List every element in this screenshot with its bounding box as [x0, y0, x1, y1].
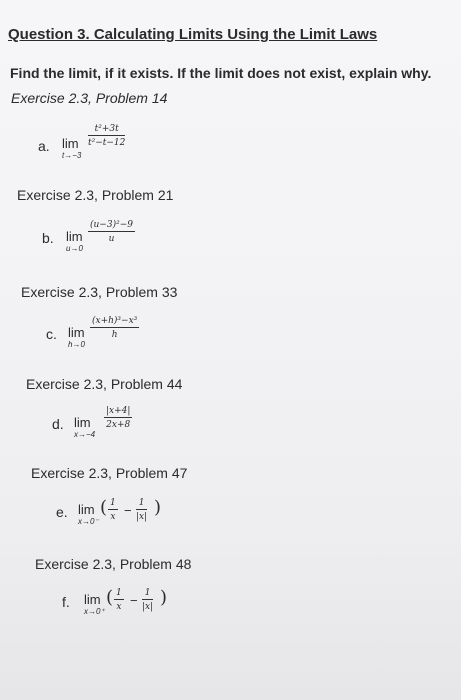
left-paren: ( [106, 587, 114, 608]
minus-sign: − [130, 593, 138, 608]
fraction [88, 124, 125, 148]
lim-approach: x→0⁺ [84, 607, 105, 616]
right-paren: ) [160, 587, 168, 608]
fraction [90, 316, 139, 340]
fraction-2 [136, 498, 147, 522]
right-paren: ) [154, 497, 162, 518]
denominator-2: |x| [136, 512, 148, 522]
denominator: t²−t−12 [88, 138, 126, 148]
exercise-label-33: Exercise 2.3, Problem 33 [21, 284, 178, 300]
exercise-label-14: Exercise 2.3, Problem 14 [11, 90, 168, 106]
lim-approach: u→0 [66, 244, 83, 253]
problem-letter: e. [56, 504, 68, 520]
numerator-2: 1 [136, 498, 147, 510]
problem-letter: c. [46, 326, 57, 342]
numerator: |x+4| [106, 406, 131, 416]
lim-approach: h→0 [68, 340, 85, 349]
lim-operator: lim [78, 502, 95, 517]
lim-approach: t→−3 [62, 151, 82, 160]
problem-letter: b. [42, 230, 54, 246]
denominator: x [110, 512, 116, 522]
problem-letter: f. [62, 594, 70, 610]
fraction [114, 588, 124, 612]
exercise-label-48: Exercise 2.3, Problem 48 [35, 556, 192, 572]
numerator: 1 [110, 498, 116, 508]
exercise-label-47: Exercise 2.3, Problem 47 [31, 465, 188, 481]
denominator-2: |x| [142, 602, 154, 612]
fraction-2 [142, 588, 153, 612]
minus-sign: − [124, 503, 132, 518]
fraction [108, 498, 118, 522]
fraction [88, 220, 135, 244]
numerator: (x+h)³−x³ [92, 316, 138, 326]
fraction [104, 406, 132, 430]
instructions: Find the limit, if it exists. If the limit does not exist, explain why. [10, 65, 432, 81]
lim-operator: lim [68, 325, 85, 340]
exercise-label-44: Exercise 2.3, Problem 44 [26, 376, 183, 392]
lim-operator: lim [62, 136, 79, 151]
numerator: 1 [116, 588, 122, 598]
lim-operator: lim [66, 229, 83, 244]
denominator: 2x+8 [106, 420, 131, 430]
exercise-label-21: Exercise 2.3, Problem 21 [17, 187, 174, 203]
numerator: (u−3)²−9 [90, 220, 133, 230]
lim-approach: x→0⁻ [78, 517, 99, 526]
lim-operator: lim [74, 415, 91, 430]
numerator: t²+3t [88, 124, 125, 136]
denominator: h [111, 330, 118, 340]
numerator-2: 1 [142, 588, 153, 600]
lim-operator: lim [84, 592, 101, 607]
denominator: x [116, 602, 122, 612]
problem-letter: d. [52, 416, 64, 432]
left-paren: ( [100, 497, 108, 518]
problem-letter: a. [38, 138, 50, 154]
denominator: u [108, 234, 115, 244]
question-title: Question 3. Calculating Limits Using the Limit Laws [8, 26, 378, 43]
lim-approach: x→−4 [74, 430, 96, 439]
